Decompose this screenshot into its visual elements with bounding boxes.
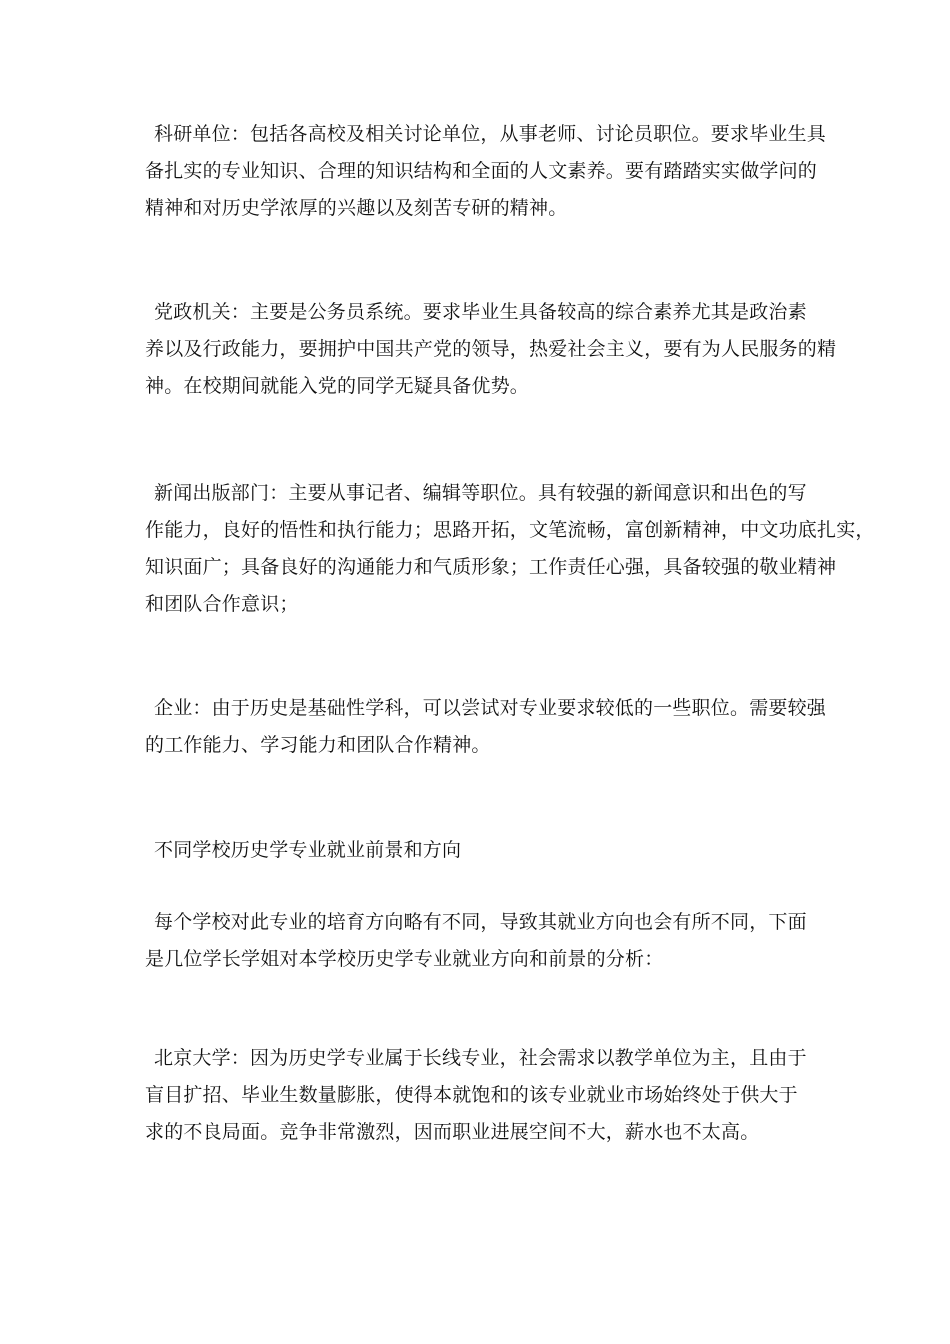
text-line: 盲目扩招、毕业生数量膨胀，使得本就饱和的该专业就业市场始终处于供大于: [145, 1084, 798, 1106]
text-line: 的工作能力、学习能力和团队合作精神。: [145, 734, 491, 756]
paragraph-research-units: [145, 116, 827, 227]
text-line: 企业：由于历史是基础性学科，可以尝试对专业要求较低的一些职位。需要较强: [154, 697, 827, 719]
text-line: 精神和对历史学浓厚的兴趣以及刻苦专研的精神。: [145, 197, 568, 219]
text-line: 求的不良局面。竞争非常激烈，因而职业进展空间不大，薪水也不太高。: [145, 1121, 760, 1143]
text-line: 党政机关：主要是公务员系统。要求毕业生具备较高的综合素养尤其是政治素: [154, 301, 807, 323]
text-line: 养以及行政能力，要拥护中国共产党的领导，热爱社会主义，要有为人民服务的精: [145, 338, 837, 360]
text-line: 每个学校对此专业的培育方向略有不同，导致其就业方向也会有所不同，下面: [154, 911, 807, 933]
paragraph-news-publishing: [145, 475, 875, 623]
text-line: 和团队合作意识；: [145, 593, 299, 615]
text-line: 知识面广；具备良好的沟通能力和气质形象；工作责任心强，具备较强的敬业精神: [145, 556, 837, 578]
paragraph-enterprise: [145, 690, 827, 764]
paragraph-party-government: [145, 294, 837, 405]
paragraph-intro-schools: [145, 904, 810, 978]
text-line: 北京大学：因为历史学专业属于长线专业，社会需求以教学单位为主，且由于: [154, 1047, 807, 1069]
heading-text: 不同学校历史学专业就业前景和方向: [154, 839, 462, 861]
text-line: 科研单位：包括各高校及相关讨论单位，从事老师、讨论员职位。要求毕业生具: [154, 123, 827, 145]
section-heading: [145, 832, 810, 869]
text-line: 作能力，良好的悟性和执行能力；思路开拓，文笔流畅，富创新精神，中文功底扎实，: [145, 519, 875, 541]
text-line: 神。在校期间就能入党的同学无疑具备优势。: [145, 375, 530, 397]
paragraph-peking-university: [145, 1040, 810, 1151]
text-line: 备扎实的专业知识、合理的知识结构和全面的人文素养。要有踏踏实实做学问的: [145, 160, 818, 182]
text-line: 是几位学长学姐对本学校历史学专业就业方向和前景的分析：: [145, 948, 664, 970]
text-line: 新闻出版部门：主要从事记者、编辑等职位。具有较强的新闻意识和出色的写: [154, 482, 807, 504]
